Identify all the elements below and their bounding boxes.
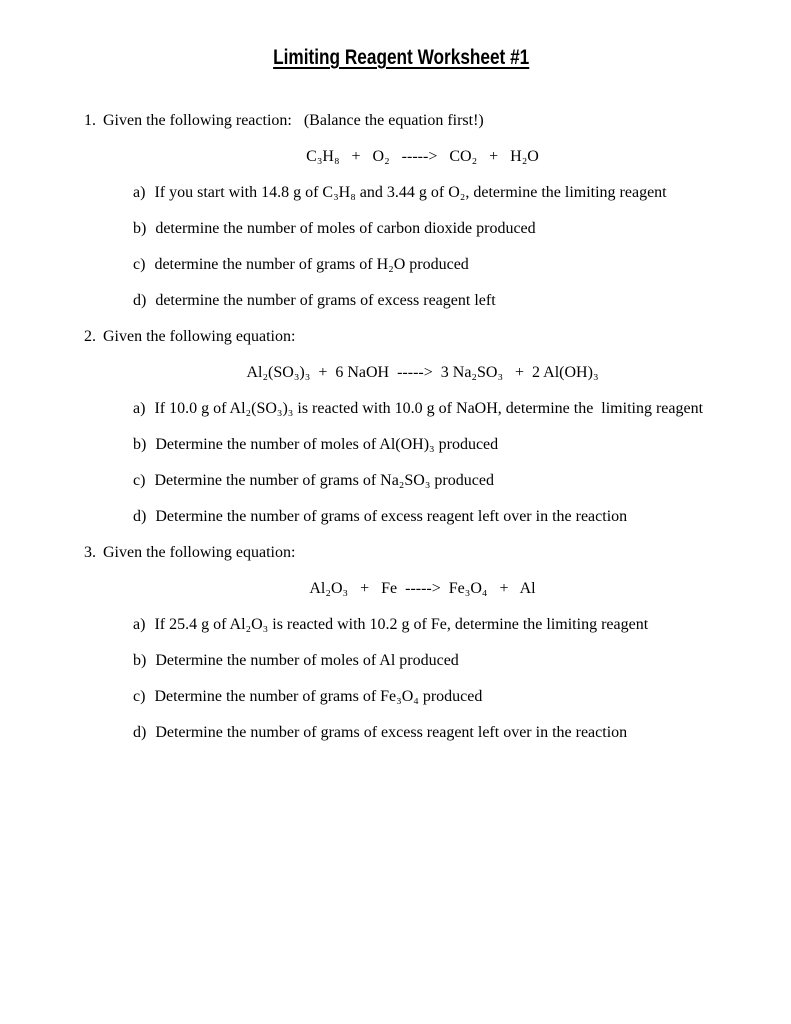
part-text: determine the number of grams of excess reagent left <box>155 292 496 309</box>
part-label: d) <box>133 292 147 309</box>
part-label: b) <box>133 652 147 669</box>
part-label: c) <box>133 688 146 705</box>
question-1-part-c <box>68 236 735 272</box>
chemical-equation: Al₂(SO₃)₃ + 6 NaOH -----> 3 Na₂SO₃ + 2 Al(OH)₃ <box>246 364 599 381</box>
part-text: Determine the number of grams of excess reagent left over in the reaction <box>155 508 628 525</box>
question-2-prompt-row <box>68 308 735 344</box>
part-text: Determine the number of moles of Al(OH)₃ produced <box>155 436 499 453</box>
page-title-wrap <box>68 48 735 68</box>
part-text: If 10.0 g of Al₂(SO₃)₃ is reacted with 10.0 g of NaOH, determine the limiting reagent <box>154 400 704 417</box>
chemical-equation: Al₂O₃ + Fe -----> Fe₃O₄ + Al <box>309 580 536 597</box>
question-number: 2. <box>84 328 96 345</box>
chemical-equation: C₃H₈ + O₂ -----> CO₂ + H₂O <box>306 148 539 165</box>
question-1-equation-row <box>68 128 735 164</box>
part-text: Determine the number of grams of excess reagent left over in the reaction <box>155 724 628 741</box>
part-label: d) <box>133 724 147 741</box>
part-text: Determine the number of grams of Na₂SO₃ produced <box>154 472 494 489</box>
question-prompt: Given the following equation: <box>103 544 296 561</box>
question-number: 3. <box>84 544 96 561</box>
part-text: determine the number of moles of carbon dioxide produced <box>155 220 536 237</box>
part-label: a) <box>133 616 146 633</box>
question-1-part-d <box>68 272 735 308</box>
question-3-part-d <box>68 704 735 740</box>
question-3-prompt-row <box>68 524 735 560</box>
part-label: c) <box>133 472 146 489</box>
part-label: b) <box>133 220 147 237</box>
question-3-equation-row <box>68 560 735 596</box>
part-label: d) <box>133 508 147 525</box>
question-1-part-b <box>68 200 735 236</box>
question-2-part-b <box>68 416 735 452</box>
part-label: b) <box>133 436 147 453</box>
part-text: Determine the number of moles of Al produced <box>155 652 459 669</box>
question-prompt: Given the following reaction: (Balance the equation first!) <box>103 112 484 129</box>
question-number: 1. <box>84 112 96 129</box>
part-label: a) <box>133 184 146 201</box>
question-3-part-b <box>68 632 735 668</box>
page-title: Limiting Reagent Worksheet #1 <box>273 46 530 69</box>
question-2-part-a <box>68 380 735 416</box>
part-text: determine the number of grams of H₂O produced <box>154 256 469 273</box>
question-2-part-c <box>68 452 735 488</box>
question-3-part-a <box>68 596 735 632</box>
question-2-part-d <box>68 488 735 524</box>
question-2-equation-row <box>68 344 735 380</box>
question-prompt: Given the following equation: <box>103 328 296 345</box>
part-text: If you start with 14.8 g of C₃H₈ and 3.44 g of O₂, determine the limiting reagent <box>154 184 667 201</box>
part-label: c) <box>133 256 146 273</box>
part-text: If 25.4 g of Al₂O₃ is reacted with 10.2 g of Fe, determine the limiting reagent <box>154 616 649 633</box>
part-text: Determine the number of grams of Fe₃O₄ produced <box>154 688 483 705</box>
question-3-part-c <box>68 668 735 704</box>
part-label: a) <box>133 400 146 417</box>
question-1-part-a <box>68 164 735 200</box>
question-1-prompt-row <box>68 92 735 128</box>
